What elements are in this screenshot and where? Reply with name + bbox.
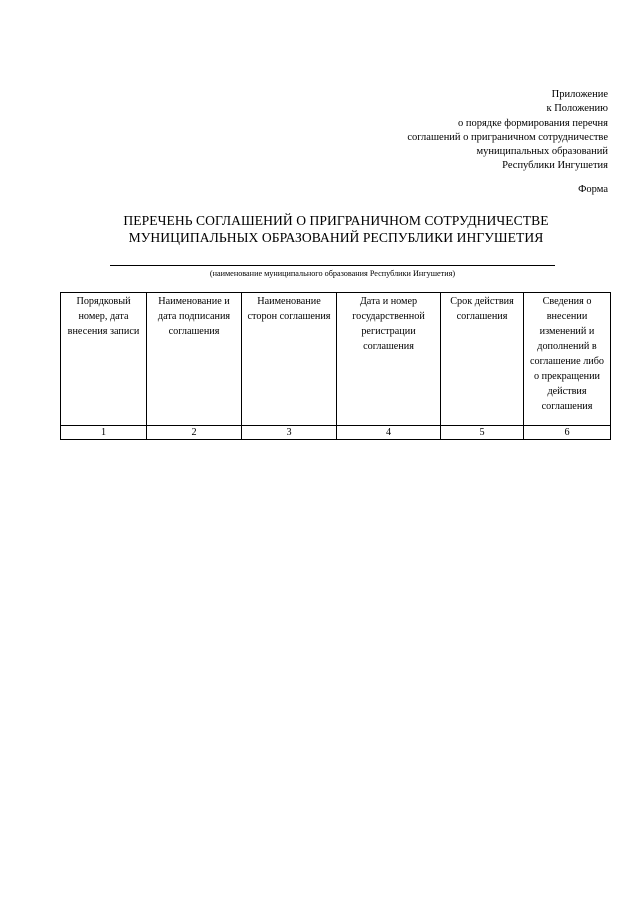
- title-line: МУНИЦИПАЛЬНЫХ ОБРАЗОВАНИЙ РЕСПУБЛИКИ ИНГУШЕТИЯ: [128, 230, 544, 245]
- municipality-name-line: [110, 265, 555, 266]
- appendix-line: соглашений о приграничном сотрудничестве: [407, 131, 608, 143]
- agreements-table: [60, 292, 611, 440]
- column-number: 4: [337, 426, 441, 440]
- header-parties: Наименование сторон соглашения: [242, 293, 337, 426]
- appendix-line: о порядке формирования перечня: [457, 117, 608, 129]
- appendix-line: Приложение: [551, 89, 608, 100]
- header-record-number: Порядковый номер, дата внесения записи: [61, 293, 147, 426]
- column-number-row: [61, 426, 611, 440]
- column-number: 2: [147, 426, 242, 440]
- table-header-row: [61, 293, 611, 426]
- header-validity-term: Срок действия соглашения: [441, 293, 524, 426]
- column-number: 6: [524, 426, 611, 440]
- header-amendments: Сведения о внесении изменений и дополнений в соглашение либо о прекращении действия соглашения: [524, 293, 611, 426]
- appendix-block: [308, 88, 608, 174]
- column-number: 5: [441, 426, 524, 440]
- title-line: ПЕРЕЧЕНЬ СОГЛАШЕНИЙ О ПРИГРАНИЧНОМ СОТРУДНИЧЕСТВЕ: [123, 213, 549, 228]
- header-agreement-name-date: Наименование и дата подписания соглашения: [147, 293, 242, 426]
- appendix-line: Республики Ингушетия: [502, 160, 608, 172]
- header-registration: Дата и номер государственной регистрации соглашения: [337, 293, 441, 426]
- municipality-name-caption: (наименование муниципального образования Республики Ингушетия): [209, 269, 456, 278]
- column-number: 1: [61, 426, 147, 440]
- column-number: 3: [242, 426, 337, 440]
- form-label: Форма: [578, 184, 608, 195]
- document-title: [60, 212, 612, 246]
- appendix-line: к Положению: [546, 103, 608, 115]
- appendix-line: муниципальных образований: [476, 146, 608, 158]
